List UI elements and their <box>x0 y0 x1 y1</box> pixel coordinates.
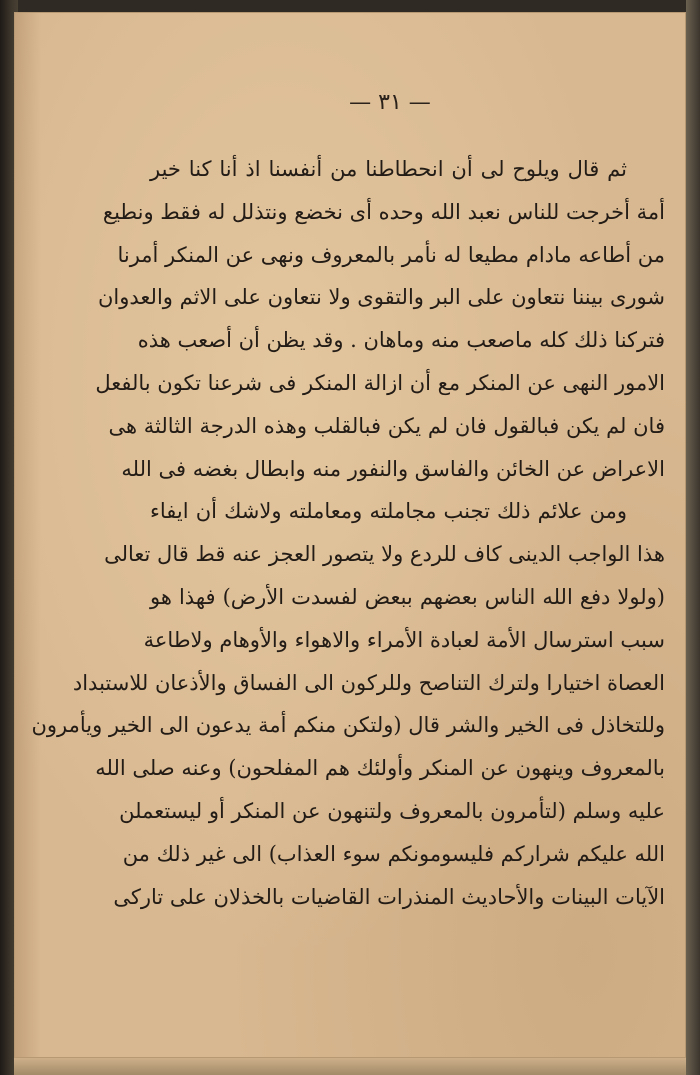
page-bottom-edge <box>14 1058 686 1075</box>
text-line: فان لم يكن فبالقول فان لم يكن فبالقلب وهذه الدرجة الثالثة هى <box>108 413 665 438</box>
text-line: الآيات البينات والأحاديث المنذرات القاضيات بالخذلان على تاركى <box>113 884 665 909</box>
text-line: الامور النهى عن المنكر مع أن ازالة المنكر فى شرعنا تكون بالفعل <box>95 370 665 395</box>
text-line: الاعراض عن الخائن والفاسق والنفور منه وابطال بغضه فى الله <box>121 456 665 481</box>
text-line: هذا الواجب الدينى كاف للردع ولا يتصور العجز عنه قط قال تعالى <box>104 542 665 567</box>
text-line: ثم قال ويلوح لى أن انحطاطنا من أنفسنا اذ أنا كنا خير <box>150 157 627 181</box>
text-line: ومن علائم ذلك تجنب مجاملته ومعاملته ولاشك أن ايفاء <box>150 499 627 524</box>
text-line: أمة أخرجت للناس نعبد الله وحده أى نخضع ونتذلل له فقط ونطيع <box>102 199 665 224</box>
text-line: عليه وسلم (لتأمرون بالمعروف ولتنهون عن المنكر أو ليستعملن <box>119 798 665 823</box>
text-line: شورى بيننا نتعاون على البر والتقوى ولا نتعاون على الاثم والعدوان <box>98 285 665 310</box>
page-body-text <box>31 148 665 918</box>
text-line: العصاة اختيارا ولترك التناصح وللركون الى الفساق والأذعان للاستبداد <box>72 670 665 695</box>
page-number: — ٣١ — <box>349 90 431 115</box>
text-line: من أطاعه مادام مطيعا له نأمر بالمعروف ونهى عن المنكر أمرنا <box>117 242 665 267</box>
text-line: بالمعروف وينهون عن المنكر وأولئك هم المفلحون) وعنه صلى الله <box>95 756 665 781</box>
text-line: وللتخاذل فى الخير والشر قال (ولتكن منكم أمة يدعون الى الخير ويأمرون <box>31 713 665 738</box>
text-line: (ولولا دفع الله الناس بعضهم ببعض لفسدت الأرض) فهذا هو <box>150 584 665 609</box>
text-line: سبب استرسال الأمة لعبادة الأمراء والاهواء والأوهام ولاطاعة <box>143 627 665 652</box>
text-line: فتركنا ذلك كله ماصعب منه وماهان . وقد يظن أن أصعب هذه <box>137 328 665 353</box>
text-line: الله عليكم شراركم فليسومونكم سوء العذاب) الى غير ذلك من <box>122 841 665 866</box>
page-edge <box>686 0 700 1075</box>
